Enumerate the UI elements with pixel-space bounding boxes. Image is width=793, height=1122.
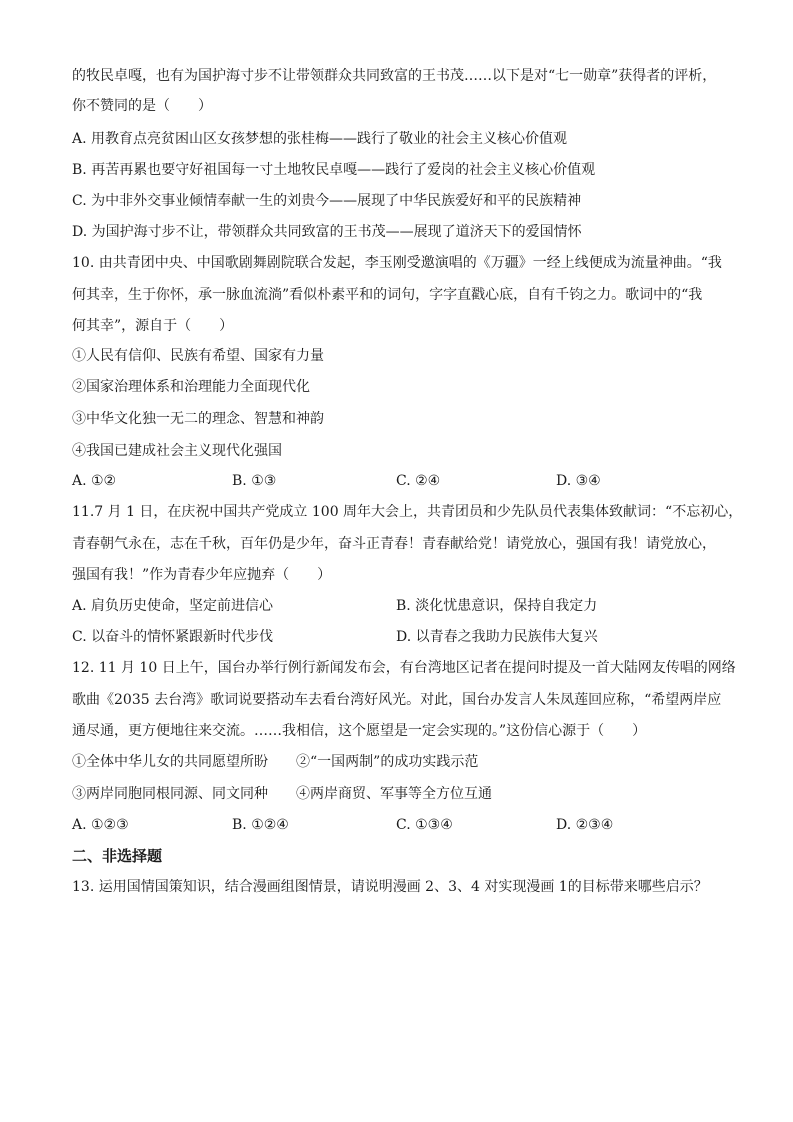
- q12-option-a: A. ①②③: [72, 817, 129, 833]
- section-heading-non-choice: 二、非选择题: [72, 847, 163, 865]
- q10-option-b: B. ①③: [232, 473, 277, 489]
- q10-option-c: C. ②④: [396, 473, 441, 489]
- q10-statement-3: ③中华文化独一无二的理念、智慧和神韵: [72, 411, 324, 427]
- q11-stem-line-3: 强国有我！”作为青春少年应抛弃（ ）: [72, 567, 332, 583]
- q10-stem-line-1: 10. 由共青团中央、中国歌剧舞剧院联合发起，李玉刚受邀演唱的《万疆》一经上线便成为流量神曲。“我: [72, 255, 722, 271]
- q9-option-b: B. 再苦再累也要守好祖国每一寸土地牧民卓嘎——践行了爱岗的社会主义核心价值观: [72, 162, 596, 178]
- q12-option-c: C. ①③④: [396, 817, 453, 833]
- q10-stem-line-3: 何其幸”，源自于（ ）: [72, 318, 234, 334]
- q9-option-c: C. 为中非外交事业倾情奉献一生的刘贵今——展现了中华民族爱好和平的民族精神: [72, 193, 582, 209]
- q12-stem-line-3: 通尽通，更方便地往来交流。……我相信，这个愿望是一定会实现的。”这份信心源于（ ）: [72, 723, 647, 739]
- q11-option-c: C. 以奋斗的情怀紧跟新时代步伐: [72, 629, 274, 645]
- q11-stem-line-1: 11.7 月 1 日，在庆祝中国共产党成立 100 周年大会上，共青团员和少先队员代表集体致献词：“不忘初心，: [72, 504, 743, 520]
- q10-option-a: A. ①②: [72, 473, 117, 489]
- q9-option-d: D. 为国护海寸步不让，带领群众共同致富的王书茂——展现了道济天下的爱国情怀: [72, 224, 582, 240]
- q9-stem-line-1: 的牧民卓嘎，也有为国护海寸步不让带领群众共同致富的王书茂……以下是对“七一勋章”获得者的评析，: [72, 68, 717, 84]
- q13-stem: 13. 运用国情国策知识，结合漫画组图情景，请说明漫画 2、3、4 对实现漫画 1的目标带来哪些启示？: [72, 879, 708, 895]
- q11-option-b: B. 淡化忧患意识，保持自我定力: [396, 598, 598, 614]
- q12-stem-line-2: 歌曲《2035 去台湾》歌词说要搭动车去看台湾好风光。对此，国台办发言人朱凤莲回应称，“希望两岸应: [72, 692, 722, 708]
- q9-stem-line-2: 你不赞同的是（ ）: [72, 98, 212, 114]
- q12-statement-3: ③两岸同胞同根同源、同文同种: [72, 786, 268, 802]
- q10-statement-1: ①人民有信仰、民族有希望、国家有力量: [72, 348, 324, 364]
- q12-statement-1: ①全体中华儿女的共同愿望所盼: [72, 754, 268, 770]
- q10-stem-line-2: 何其幸，生于你怀，承一脉血流淌”看似朴素平和的词句，字字直戳心底，自有千钧之力。歌词中的“我: [72, 287, 703, 303]
- q12-stem-line-1: 12. 11 月 10 日上午，国台办举行例行新闻发布会，有台湾地区记者在提问时提及一首大陆网友传唱的网络: [72, 660, 736, 676]
- q12-statement-4: ④两岸商贸、军事等全方位互通: [296, 786, 492, 802]
- q11-stem-line-2: 青春朝气永在，志在千秋，百年仍是少年，奋斗正青春！青春献给党！请党放心，强国有我！请党放心，: [72, 536, 716, 552]
- q12-option-d: D. ②③④: [556, 817, 614, 833]
- q12-option-b: B. ①②④: [232, 817, 289, 833]
- q10-statement-4: ④我国已建成社会主义现代化强国: [72, 443, 282, 459]
- q9-option-a: A. 用教育点亮贫困山区女孩梦想的张桂梅——践行了敬业的社会主义核心价值观: [72, 131, 568, 147]
- q11-option-d: D. 以青春之我助力民族伟大复兴: [396, 629, 598, 645]
- q10-statement-2: ②国家治理体系和治理能力全面现代化: [72, 379, 310, 395]
- q12-statement-2: ②“一国两制”的成功实践示范: [296, 754, 479, 770]
- q11-option-a: A. 肩负历史使命，坚定前进信心: [72, 598, 274, 614]
- q10-option-d: D. ③④: [556, 473, 601, 489]
